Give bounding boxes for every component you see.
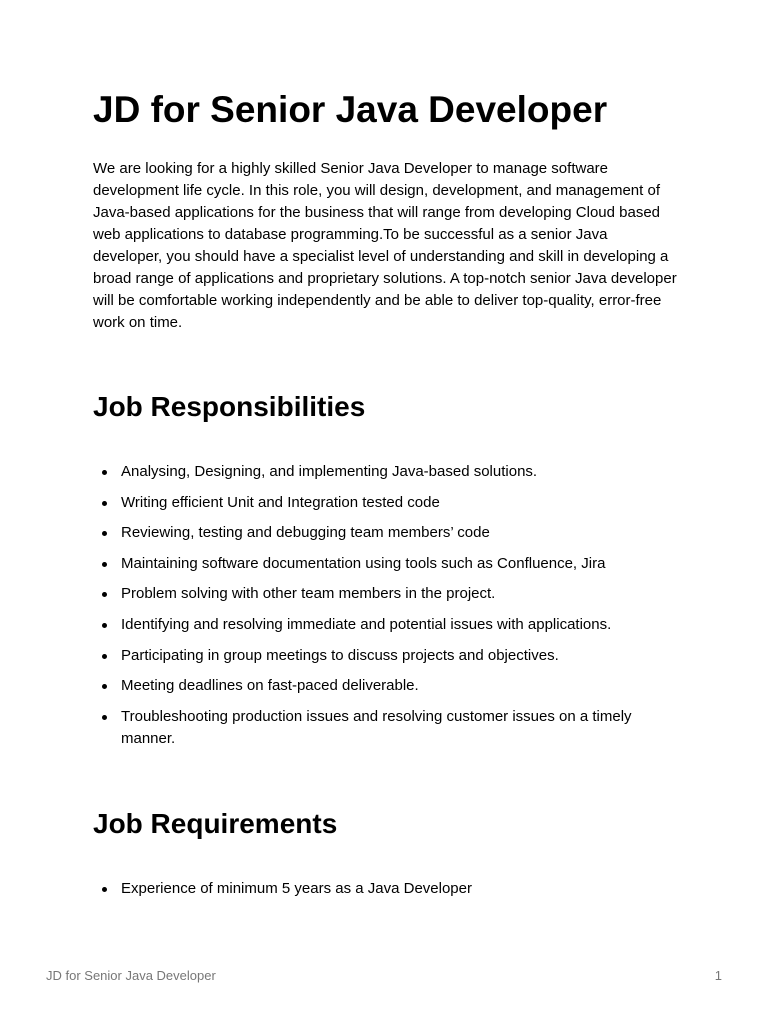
requirement-text: Experience of minimum 5 years as a Java Developer: [121, 880, 472, 897]
responsibility-text: Problem solving with other team members in the project.: [121, 585, 496, 603]
responsibility-item: [93, 675, 663, 697]
responsibility-text: Meeting deadlines on fast-paced deliverable.: [121, 677, 419, 695]
responsibility-item: [93, 522, 663, 544]
bullet-icon: [102, 654, 107, 659]
responsibility-text: Reviewing, testing and debugging team members’ code: [121, 524, 490, 542]
responsibility-item: [93, 553, 663, 575]
bullet-icon: [102, 887, 107, 892]
bullet-icon: [102, 531, 107, 536]
requirement-item: [93, 878, 663, 900]
page-title: JD for Senior Java Developer: [93, 89, 608, 130]
responsibility-text: Identifying and resolving immediate and potential issues with applications.: [121, 615, 612, 633]
responsibility-text: Analysing, Designing, and implementing Java-based solutions.: [121, 463, 538, 480]
intro-paragraph: We are looking for a highly skilled Senior Java Developer to manage software development life cycle. In this role, you will design, development, and management of Java-based applications for the business that will range from developing Cloud based web applications to database programming.To be successful as a senior Java developer, you should have a specialist level of understanding and skill in developing a broad range of applications and proprietary solutions. A top-notch senior Java developer will be comfortable working independently and be able to deliver top-quality, error-free work on time.: [93, 160, 677, 331]
requirements-heading: Job Requirements: [93, 808, 338, 839]
bullet-icon: [102, 501, 107, 506]
responsibility-text: Writing efficient Unit and Integration tested code: [121, 493, 440, 511]
responsibilities-heading: Job Responsibilities: [93, 391, 366, 422]
responsibility-item: [93, 583, 663, 605]
responsibility-item: [93, 706, 663, 750]
footer-document-name: JD for Senior Java Developer: [46, 968, 216, 983]
responsibilities-list: [93, 461, 663, 758]
responsibility-text: Maintaining software documentation using tools such as Confluence, Jira: [121, 554, 606, 572]
footer-page-number: 1: [714, 968, 722, 983]
responsibility-text: Troubleshooting production issues and resolving customer issues on a timely manner.: [121, 707, 632, 747]
bullet-icon: [102, 715, 107, 720]
bullet-icon: [102, 684, 107, 689]
responsibility-item: [93, 492, 663, 514]
responsibility-item: [93, 645, 663, 667]
bullet-icon: [102, 592, 107, 597]
responsibility-item: [93, 614, 663, 636]
requirements-list: [93, 878, 663, 909]
responsibility-item: [93, 461, 663, 483]
responsibility-text: Participating in group meetings to discuss projects and objectives.: [121, 646, 559, 664]
bullet-icon: [102, 470, 107, 475]
bullet-icon: [102, 562, 107, 567]
bullet-icon: [102, 623, 107, 628]
